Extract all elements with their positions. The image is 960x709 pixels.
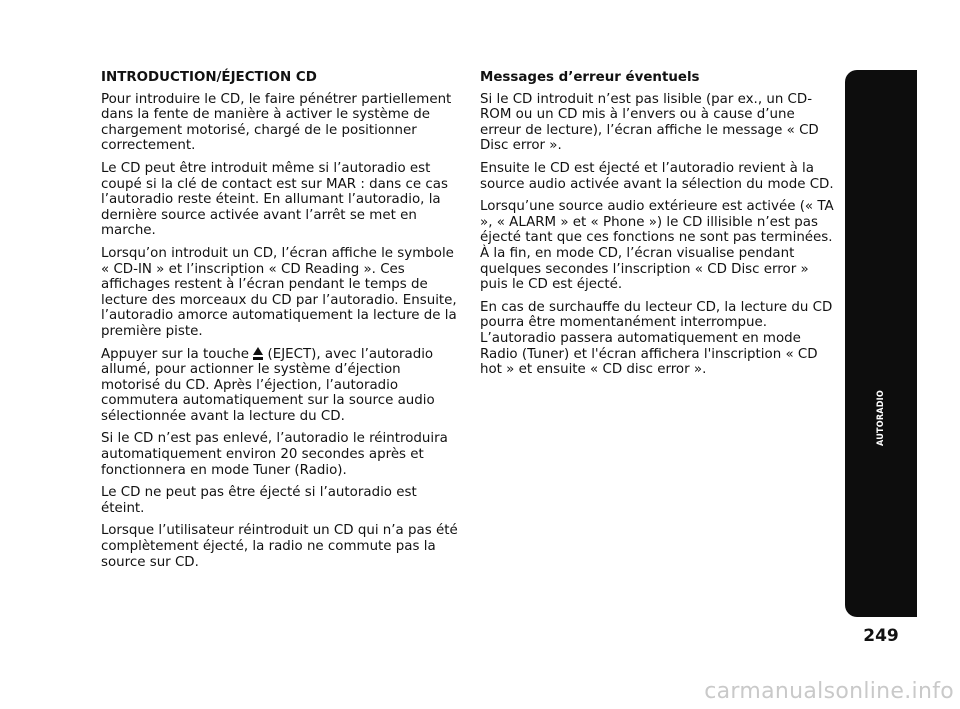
right-column bbox=[480, 70, 836, 385]
paragraph-overheat: En cas de surchauffe du lecteur CD, la lecture du CD pourra être momentanément interrompue. L’autoradio passera automatiquement en mode Radio (Tuner) et l'écran affichera l'inscription « CD hot » et ensuite « CD disc error ». bbox=[480, 299, 833, 378]
eject-icon bbox=[253, 347, 263, 360]
paragraph-eject bbox=[101, 347, 459, 425]
section-tab bbox=[845, 70, 917, 617]
paragraph-disc-error: Si le CD introduit n’est pas lisible (par ex., un CD-ROM ou un CD mis à l’envers ou à cause d’une erreur de lecture), l’écran affiche le message « CD Disc error ». bbox=[480, 91, 819, 154]
paragraph-insert-cd: Pour introduire le CD, le faire pénétrer partiellement dans la fente de manière à activer le système de chargement motorisé, chargé de le positionner correctement. bbox=[101, 91, 452, 154]
eject-text-after: (EJECT), avec l’autoradio allumé, pour actionner le système d’éjection motorisé du CD. Après l’éjection, l’autoradio commutera automatiquement sur la source audio sélectionnée avant la lecture du CD. bbox=[101, 346, 435, 424]
paragraph-external-source: Lorsqu’une source audio extérieure est activée (« TA », « ALARM » et « Phone ») le CD illisible n’est pas éjecté tant que ces fonctions ne sont pas terminées. À la fin, en mode CD, l’écran visualise pendant quelques secondes l’inscription « CD Disc error » puis le CD est éjecté. bbox=[480, 199, 834, 293]
eject-text-before: Appuyer sur la touche bbox=[101, 346, 254, 362]
paragraph-ignition-off: Le CD peut être introduit même si l’autoradio est coupé si la clé de contact est sur MAR : dans ce cas l’autoradio reste éteint. En allumant l’autoradio, la dernière source activée avant l’arrêt se met en marche. bbox=[101, 160, 448, 239]
paragraph-partial-eject: Lorsque l’utilisateur réintroduit un CD qui n’a pas été complètement éjecté, la radio ne commute pas la source sur CD. bbox=[101, 523, 458, 570]
section-heading-cd: INTRODUCTION/ÉJECTION CD bbox=[101, 70, 317, 85]
section-heading-errors: Messages d’erreur éventuels bbox=[480, 70, 700, 85]
watermark: carmanualsonline.info bbox=[704, 679, 954, 704]
paragraph-no-eject-off: Le CD ne peut pas être éjecté si l’autoradio est éteint. bbox=[101, 485, 417, 516]
left-column bbox=[101, 70, 459, 577]
page-number: 249 bbox=[863, 626, 899, 646]
section-tab-label: AUTORADIO bbox=[876, 390, 886, 446]
paragraph-reinsert-auto: Si le CD n’est pas enlevé, l’autoradio le réintroduira automatiquement environ 20 secondes après et fonctionnera en mode Tuner (Radio). bbox=[101, 431, 448, 478]
paragraph-cd-reading: Lorsqu’on introduit un CD, l’écran affiche le symbole « CD-IN » et l’inscription « CD Reading ». Ces affichages restent à l’écran pendant le temps de lecture des morceaux du CD par l’autoradio. Ensuite, l’autoradio amorce automatiquement la lecture de la première piste. bbox=[101, 245, 457, 339]
paragraph-eject-return: Ensuite le CD est éjecté et l’autoradio revient à la source audio activée avant la sélection du mode CD. bbox=[480, 160, 834, 192]
